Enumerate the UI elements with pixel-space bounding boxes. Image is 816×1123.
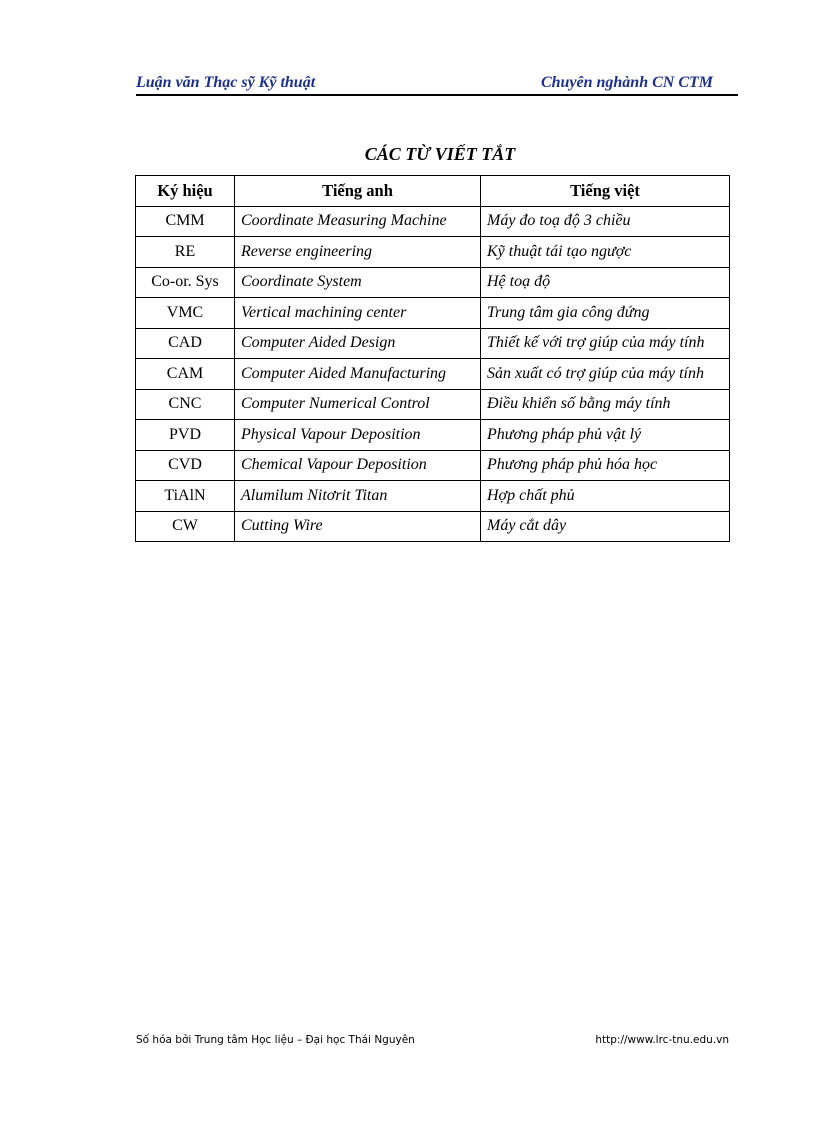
- table-row: [136, 237, 730, 268]
- table-row: [136, 420, 730, 451]
- table-row: [136, 206, 730, 237]
- table-header-row: [136, 176, 730, 207]
- table-row: [136, 389, 730, 420]
- abbr-vietnamese: Hệ toạ độ: [481, 267, 730, 298]
- abbr-vietnamese: Phương pháp phủ hóa học: [481, 450, 730, 481]
- table-row: [136, 359, 730, 390]
- table-row: [136, 450, 730, 481]
- column-header-symbol: Ký hiệu: [136, 176, 235, 207]
- abbr-vietnamese: Kỹ thuật tái tạo ngược: [481, 237, 730, 268]
- abbr-symbol: CW: [136, 511, 235, 542]
- column-header-vietnamese: Tiếng việt: [481, 176, 730, 207]
- abbr-symbol: VMC: [136, 298, 235, 329]
- table-row: [136, 481, 730, 512]
- abbr-english: Chemical Vapour Deposition: [235, 450, 481, 481]
- table-row: [136, 267, 730, 298]
- abbr-symbol: RE: [136, 237, 235, 268]
- abbr-vietnamese: Phương pháp phủ vật lý: [481, 420, 730, 451]
- column-header-english: Tiếng anh: [235, 176, 481, 207]
- header-specialization: Chuyên nghành CN CTM: [540, 74, 713, 91]
- abbr-english: Computer Aided Design: [235, 328, 481, 359]
- abbr-vietnamese: Trung tâm gia công đứng: [481, 298, 730, 329]
- abbr-symbol: CVD: [136, 450, 235, 481]
- abbr-english: Computer Aided Manufacturing: [235, 359, 481, 390]
- abbr-symbol: PVD: [136, 420, 235, 451]
- abbr-vietnamese: Máy cắt dây: [481, 511, 730, 542]
- abbr-english: Vertical machining center: [235, 298, 481, 329]
- abbr-english: Physical Vapour Deposition: [235, 420, 481, 451]
- table-row: [136, 511, 730, 542]
- page-title: CÁC TỪ VIẾT TẮT: [364, 144, 516, 164]
- abbr-vietnamese: Sản xuất có trợ giúp của máy tính: [481, 359, 730, 390]
- abbr-symbol: Co-or. Sys: [136, 267, 235, 298]
- table-row: [136, 328, 730, 359]
- abbr-vietnamese: Hợp chất phủ: [481, 481, 730, 512]
- footer-url[interactable]: http://www.lrc-tnu.edu.vn: [595, 1034, 729, 1046]
- table-row: [136, 298, 730, 329]
- running-header: [136, 74, 738, 94]
- abbr-english: Coordinate System: [235, 267, 481, 298]
- abbr-vietnamese: Thiết kế với trợ giúp của máy tính: [481, 328, 730, 359]
- abbr-vietnamese: Máy đo toạ độ 3 chiều: [481, 206, 730, 237]
- abbr-english: Coordinate Measuring Machine: [235, 206, 481, 237]
- header-divider: [136, 94, 738, 96]
- abbr-symbol: CAM: [136, 359, 235, 390]
- abbr-symbol: TiAlN: [136, 481, 235, 512]
- abbreviations-table: [135, 175, 730, 542]
- abbr-vietnamese: Điều khiển số bằng máy tính: [481, 389, 730, 420]
- abbr-english: Computer Numerical Control: [235, 389, 481, 420]
- abbr-english: Alumilum Nitơrit Titan: [235, 481, 481, 512]
- footer-source: Số hóa bởi Trung tâm Học liệu – Đại học Thái Nguyên: [136, 1034, 415, 1046]
- header-thesis-type: Luận văn Thạc sỹ Kỹ thuật: [136, 74, 316, 91]
- abbr-symbol: CMM: [136, 206, 235, 237]
- abbr-symbol: CAD: [136, 328, 235, 359]
- abbr-symbol: CNC: [136, 389, 235, 420]
- abbr-english: Reverse engineering: [235, 237, 481, 268]
- abbr-english: Cutting Wire: [235, 511, 481, 542]
